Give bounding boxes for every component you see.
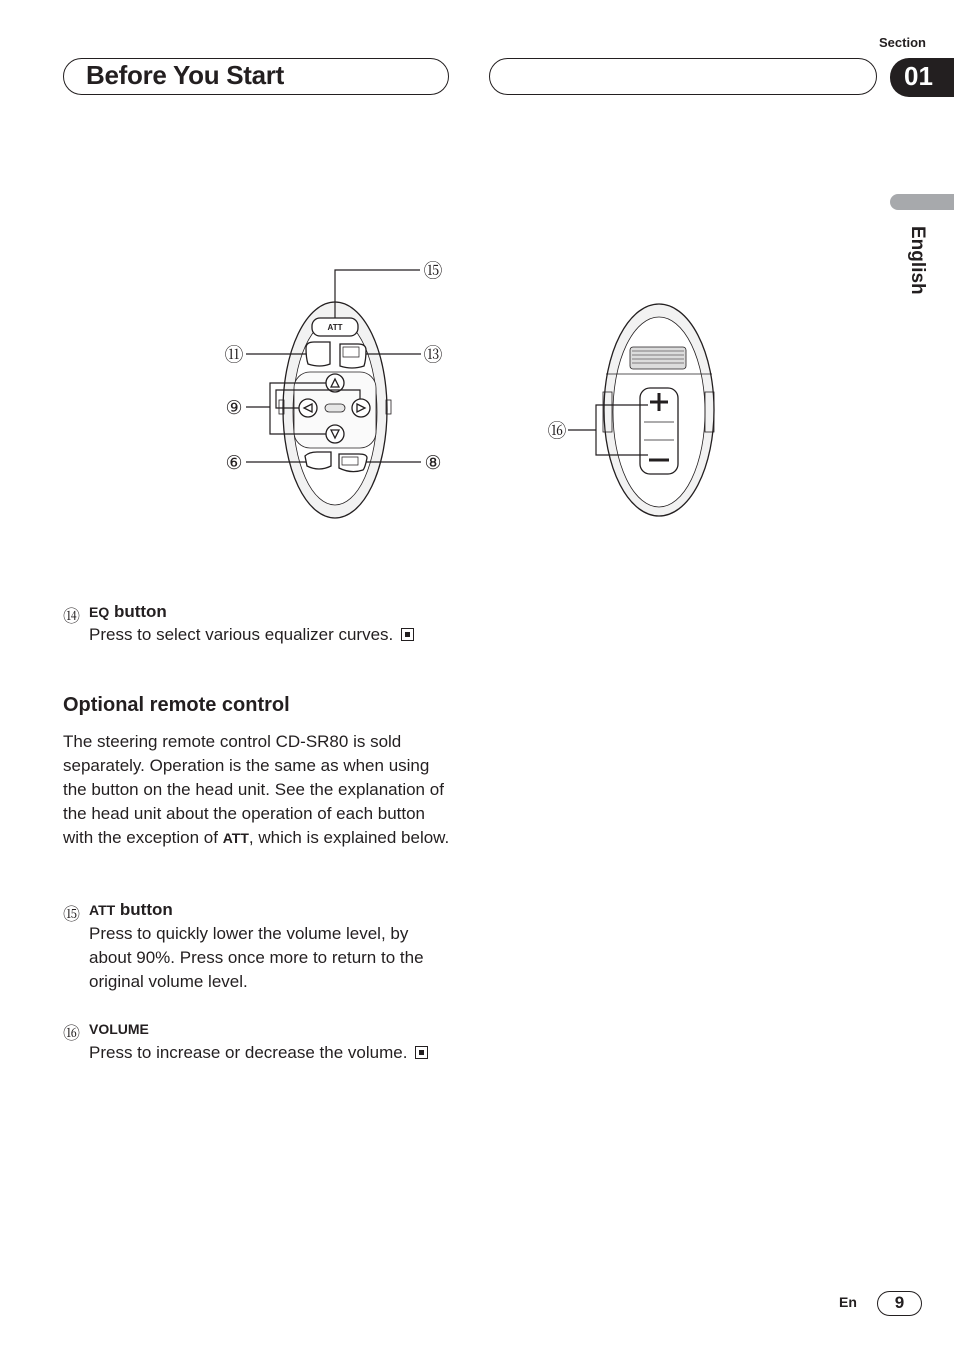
- callout-13: ⑬: [423, 345, 443, 366]
- volume-item-name: VOLUME: [89, 1021, 149, 1037]
- callout-16: ⑯: [547, 421, 567, 442]
- right-arrow-button: [352, 399, 370, 417]
- volume-item-description-block: [89, 1041, 459, 1065]
- button-11-shape: [306, 342, 330, 366]
- callout-6: ⑥: [225, 453, 243, 474]
- eq-item-suffix: button: [109, 602, 167, 621]
- callout-8: ⑧: [424, 453, 442, 474]
- remote-control-illustration: [210, 252, 730, 532]
- optional-remote-paragraph: [63, 730, 453, 850]
- volume-item-description: Press to increase or decrease the volume.: [89, 1043, 408, 1062]
- eq-item-heading: [89, 602, 167, 622]
- volume-item-number: ⑯: [63, 1024, 80, 1043]
- section-number: 01: [904, 61, 933, 91]
- page-title: Before You Start: [86, 60, 284, 90]
- eq-item-number: ⑭: [63, 607, 80, 626]
- callout-15: ⑮: [423, 261, 443, 282]
- left-arrow-button: [299, 399, 317, 417]
- end-mark-icon: [415, 1046, 428, 1059]
- eq-item-name: EQ: [89, 604, 110, 620]
- button-13-shape: [340, 344, 366, 368]
- att-item-heading: [89, 900, 173, 920]
- down-arrow-button: [326, 425, 344, 443]
- eq-item-description-block: [89, 623, 449, 647]
- button-6-shape: [305, 452, 331, 469]
- att-item-number: ⑮: [63, 905, 80, 924]
- att-item-name: ATT: [89, 902, 116, 918]
- att-item-suffix: button: [115, 900, 173, 919]
- paragraph-text-after: , which is explained below.: [248, 828, 450, 847]
- end-mark-icon: [401, 628, 414, 641]
- att-button-shape: [312, 318, 358, 336]
- callout-9: ⑨: [225, 398, 243, 419]
- callout-11: ⑪: [224, 345, 244, 366]
- up-arrow-button: [326, 374, 344, 392]
- paragraph-text-before: The steering remote control CD-SR80 is sold separately. Operation is the same as when using the button on the head unit. See the explanation of the head unit about the operation of each button with the exception of: [63, 732, 444, 847]
- section-label: Section: [879, 35, 926, 50]
- page-number: 9: [877, 1291, 922, 1316]
- paragraph-att-bold: ATT: [222, 830, 249, 846]
- optional-remote-heading: Optional remote control: [63, 694, 290, 716]
- footer-language-code: En: [839, 1294, 857, 1310]
- header-blank-frame: [489, 58, 877, 95]
- button-8-shape: [339, 454, 367, 472]
- eq-item-description: Press to select various equalizer curves.: [89, 625, 394, 644]
- att-item-description: Press to quickly lower the volume level, by about 90%. Press once more to return to the original volume level.: [89, 924, 424, 991]
- att-button-label: ATT: [327, 323, 343, 332]
- language-tab-bar: [890, 194, 954, 210]
- page-title-frame: [63, 58, 449, 95]
- volume-item-heading: [89, 1019, 149, 1039]
- language-side-label: English: [907, 226, 928, 295]
- volume-remote-body: [603, 304, 714, 516]
- section-number-tab: [890, 58, 954, 97]
